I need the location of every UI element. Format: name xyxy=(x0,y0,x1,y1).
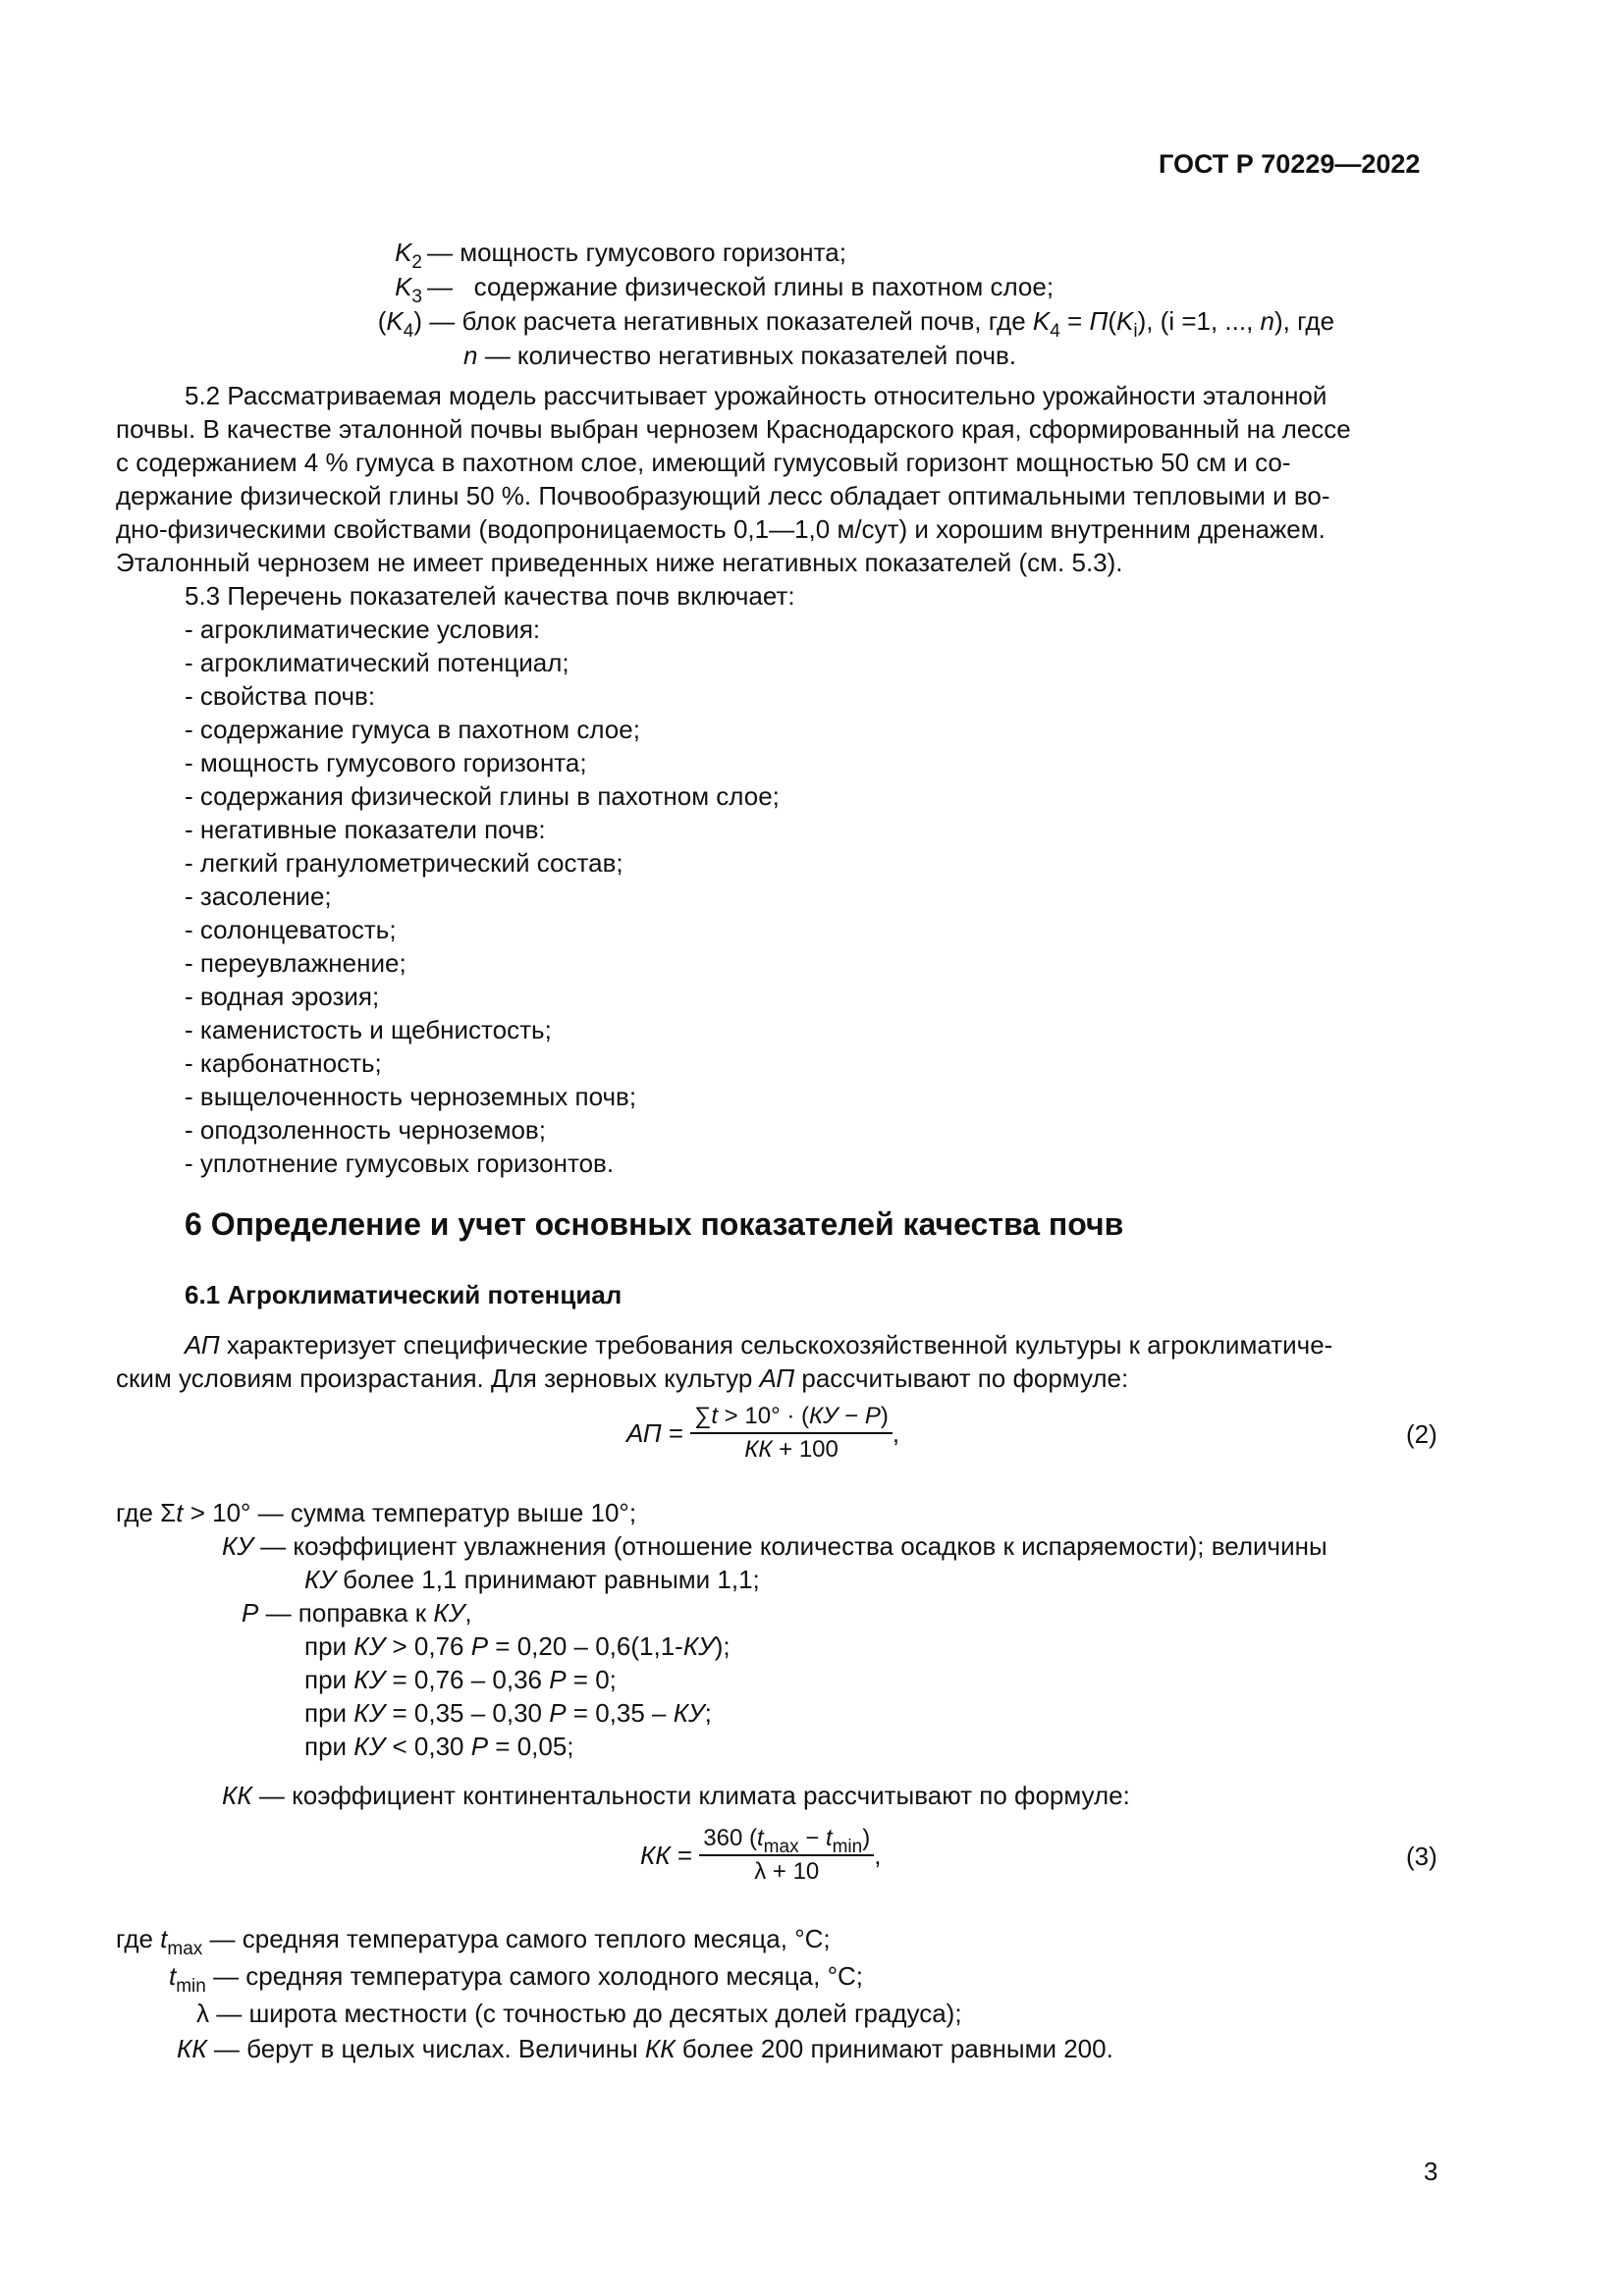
def-tmin: $t_{min}$ — средняя температура самого холодного месяца, °C; xyxy=(169,1961,863,1997)
formula-2: АП = $\frac{\sum t > 10^\circ \cdot (КУ - P)}{КК + 100}$ , xyxy=(626,1403,900,1463)
para-5-2-line-5: дно-физическими свойствами (водопроницаемость 0,1—1,0 м/сут) и хорошим внутренним дренажем. xyxy=(116,514,1326,544)
para-5-2-line-6: Эталонный чернозем не имеет приведенных ниже негативных показателей (см. 5.3). xyxy=(116,548,1123,577)
para-6-1-line-2: ским условиям произрастания. Для зерновых культур АП рассчитывают по формуле: xyxy=(116,1363,1129,1393)
def-tmax: где $t_{max}$ — средняя температура самого теплого месяца, °C; xyxy=(116,1924,831,1959)
page-number: 3 xyxy=(1424,2157,1438,2186)
def-p-case-1: при КУ > 0,76 P = 0,20 – 0,6(1,1-КУ); xyxy=(304,1631,731,1661)
def-text-k3: — содержание физической глины в пахотном слое; xyxy=(427,272,1055,301)
formula-3-number: (3) xyxy=(1406,1842,1437,1871)
para-5-2-line-4: держание физической глины 50 %. Почвообразующий лесс обладает оптимальными тепловыми и во- xyxy=(116,481,1330,510)
def-sum-t: где Σt > 10° — сумма температур выше 10°; xyxy=(116,1498,637,1527)
para-5-3: 5.3 Перечень показателей качества почв включает: xyxy=(185,581,795,611)
def-ky: КУ — коэффициент увлажнения (отношение количества осадков к испаряемости); величины xyxy=(222,1531,1327,1561)
list-item: - засоление; xyxy=(185,881,332,911)
list-item: - содержание гумуса в пахотном слое; xyxy=(185,715,640,744)
list-item: - карбонатность; xyxy=(185,1048,382,1078)
list-item: - солонцеватость; xyxy=(185,915,397,944)
list-item: - выщелоченность черноземных почв; xyxy=(185,1082,637,1111)
list-item: - водная эрозия; xyxy=(185,982,380,1011)
list-item: - легкий гранулометрический состав; xyxy=(185,848,623,878)
def-p-case-4: при КУ < 0,30 P = 0,05; xyxy=(304,1732,574,1761)
formula-3-fraction: $\frac{360 (t_{max} - t_{min})}{\lambda + 10}$ xyxy=(699,1824,874,1887)
def-term-k3: $K_3$ xyxy=(395,272,422,307)
def-text-k4: — блок расчета негативных показателей почв, где $K_4 = П(K_i)$, (i =1, ..., n), где xyxy=(422,306,1335,342)
formula-3: КК = $\frac{360 (t_{max} - t_{min})}{\lambda + 10}$ , xyxy=(640,1825,882,1885)
def-text-n: n — количество негативных показателей почв. xyxy=(463,341,1017,370)
def-p-case-2: при КУ = 0,76 – 0,36 P = 0; xyxy=(304,1665,617,1694)
list-item: - уплотнение гумусовых горизонтов. xyxy=(185,1148,615,1178)
def-term-k4: $(K_4)$ xyxy=(377,306,422,342)
para-5-2-line-2: почвы. В качестве эталонной почвы выбран чернозем Краснодарского края, сформированный на лессе xyxy=(116,414,1351,444)
formula-2-fraction: $\frac{\sum t > 10^\circ \cdot (КУ - P)}{КК + 100}$ xyxy=(690,1402,893,1465)
formula-2-number: (2) xyxy=(1406,1419,1437,1449)
para-6-1-line-1: АП характеризует специфические требования сельскохозяйственной культуры к агроклиматиче- xyxy=(185,1330,1333,1360)
def-p: P — поправка к КУ, xyxy=(242,1598,472,1628)
list-5-3 xyxy=(185,613,1265,1180)
list-item: - каменистость и щебнистость; xyxy=(185,1015,552,1044)
list-item: - агроклиматический потенциал; xyxy=(185,648,569,677)
para-5-2-line-1: 5.2 Рассматриваемая модель рассчитывает урожайность относительно урожайности эталонной xyxy=(185,381,1327,410)
def-lambda: λ — широта местности (с точностью до десятых долей градуса); xyxy=(196,1999,962,2028)
list-item: - оподзоленность черноземов; xyxy=(185,1115,546,1145)
list-item: - содержания физической глины в пахотном слое; xyxy=(185,781,780,811)
def-ky-cont: КУ более 1,1 принимают равными 1,1; xyxy=(304,1565,760,1594)
section-6-title: 6 Определение и учет основных показателей качества почв xyxy=(185,1206,1124,1242)
para-5-2-line-3: с содержанием 4 % гумуса в пахотном слое, имеющий гумусовый горизонт мощностью 50 см и со- xyxy=(116,448,1291,477)
document-id: ГОСТ Р 70229—2022 xyxy=(1159,149,1421,179)
def-kk: КК — коэффициент континентальности климата рассчитывают по формуле: xyxy=(222,1781,1130,1810)
list-item: - мощность гумусового горизонта; xyxy=(185,748,587,777)
list-item: - негативные показатели почв: xyxy=(185,815,546,844)
def-kk-note: КК — берут в целых числах. Величины КК более 200 принимают равными 200. xyxy=(177,2034,1113,2063)
list-item: - свойства почв: xyxy=(185,681,376,711)
def-text-k2: — мощность гумусового горизонта; xyxy=(427,238,846,267)
list-item: - переувлажнение; xyxy=(185,948,406,978)
list-item: - агроклиматические условия: xyxy=(185,614,541,644)
section-6-1-title: 6.1 Агроклиматический потенциал xyxy=(185,1280,623,1309)
def-term-k2: $K_2$ xyxy=(395,238,422,273)
def-p-case-3: при КУ = 0,35 – 0,30 P = 0,35 – КУ; xyxy=(304,1698,712,1728)
